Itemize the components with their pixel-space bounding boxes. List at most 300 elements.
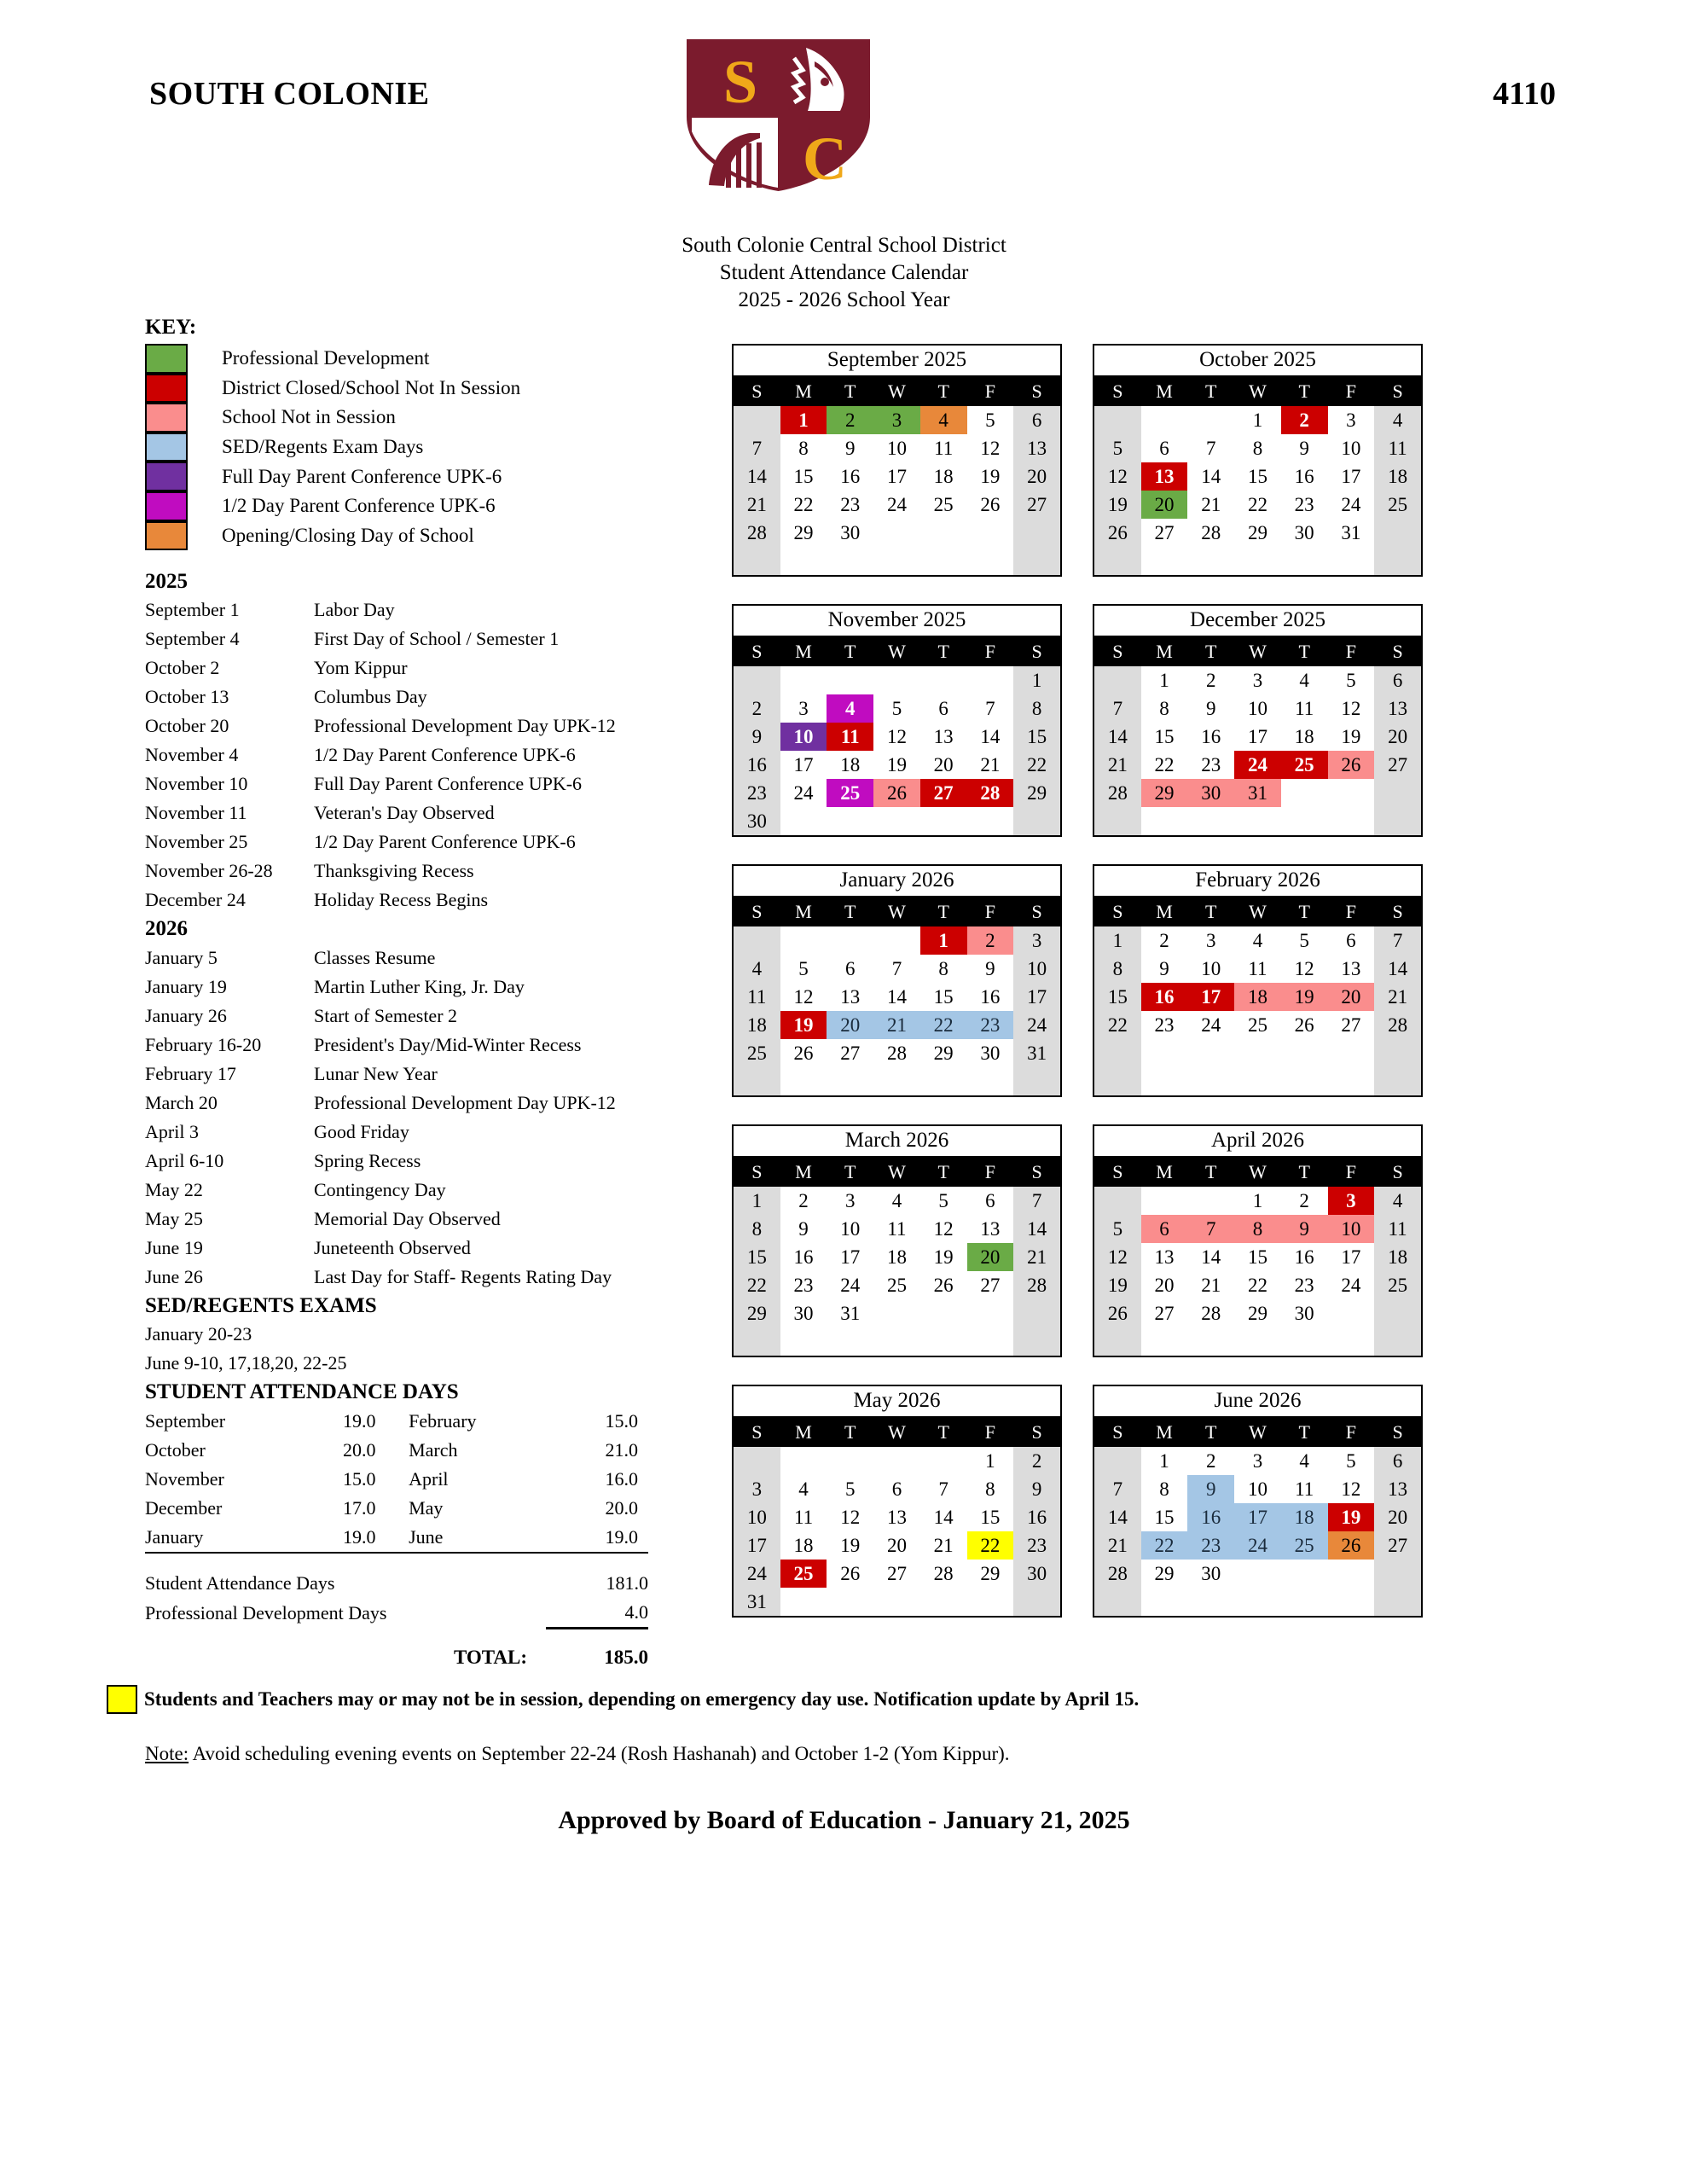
calendar-empty-cell (920, 1327, 967, 1356)
calendar-day-cell: 26 (967, 491, 1014, 519)
date-list-row (145, 595, 691, 624)
weekday-header: M (1141, 637, 1188, 666)
calendar-empty-cell (1013, 807, 1060, 835)
calendar-empty-cell (1094, 406, 1141, 434)
calendar-empty-cell (873, 807, 920, 835)
weekday-header: M (780, 377, 827, 406)
calendar-day-cell: 4 (1281, 666, 1328, 694)
calendar-day-cell: 2 (1187, 1447, 1234, 1475)
calendar-day-cell: 24 (1234, 751, 1281, 779)
month-calendar (1093, 1385, 1423, 1618)
calendar-empty-cell (1013, 547, 1060, 575)
calendar-day-cell: 21 (1094, 751, 1141, 779)
weekday-header: M (1141, 1158, 1188, 1187)
calendar-day-cell: 23 (1141, 1011, 1188, 1039)
calendar-week-row (734, 1503, 1060, 1531)
attendance-days: 17.0 (343, 1497, 376, 1519)
calendar-day-cell: 9 (1187, 1475, 1234, 1503)
summary-row (145, 1598, 648, 1629)
calendar-day-cell: 9 (827, 434, 873, 462)
calendar-day-cell: 10 (1234, 694, 1281, 723)
calendar-day-cell: 28 (1187, 1299, 1234, 1327)
title-line-district: South Colonie Central School District (682, 234, 1006, 257)
calendar-empty-cell (1094, 1447, 1141, 1475)
legend-item (145, 374, 708, 404)
calendar-empty-cell (967, 547, 1014, 575)
calendar-day-cell: 4 (734, 955, 780, 983)
date-description: Start of Semester 2 (314, 1004, 458, 1026)
calendar-day-cell: 14 (1187, 1243, 1234, 1271)
calendar-day-cell: 1 (780, 406, 827, 434)
weekday-header: T (1281, 897, 1328, 926)
calendar-day-cell: 29 (734, 1299, 780, 1327)
calendar-day-cell: 19 (780, 1011, 827, 1039)
calendar-week-row (1094, 955, 1421, 983)
calendar-day-cell: 28 (967, 779, 1014, 807)
calendar-day-cell: 6 (967, 1187, 1014, 1215)
date-list-row (145, 828, 691, 857)
calendar-week-row (1094, 1067, 1421, 1095)
calendar-week-row (734, 723, 1060, 751)
calendar-empty-cell (873, 1327, 920, 1356)
calendar-day-cell: 13 (1374, 694, 1421, 723)
month-title: March 2026 (734, 1126, 1060, 1158)
calendar-day-cell: 7 (1013, 1187, 1060, 1215)
calendar-day-cell: 24 (780, 779, 827, 807)
calendar-empty-cell (1374, 1299, 1421, 1327)
calendar-day-cell: 23 (1187, 1531, 1234, 1560)
scheduling-note (145, 1743, 1688, 1765)
calendar-day-cell: 4 (1234, 926, 1281, 955)
calendar-day-cell: 27 (827, 1039, 873, 1067)
calendar-day-cell: 8 (1141, 1475, 1188, 1503)
calendar-day-cell: 19 (1328, 1503, 1375, 1531)
attendance-spacer (386, 1494, 409, 1523)
calendar-day-cell: 13 (1328, 955, 1375, 983)
legend-item-label: 1/2 Day Parent Conference UPK-6 (222, 495, 496, 517)
date-description: Labor Day (314, 599, 395, 621)
weekday-header: S (734, 377, 780, 406)
weekday-header: W (1234, 377, 1281, 406)
calendar-week-row (1094, 1215, 1421, 1243)
calendar-empty-cell (1374, 1067, 1421, 1095)
weekday-header: S (1013, 637, 1060, 666)
date-description: Good Friday (314, 1120, 409, 1142)
calendar-empty-cell (734, 547, 780, 575)
calendar-empty-cell (920, 519, 967, 547)
legend-item-label: Full Day Parent Conference UPK-6 (222, 465, 502, 487)
calendar-empty-cell (780, 807, 827, 835)
date-value: November 11 (145, 802, 247, 824)
calendar-day-cell: 29 (1141, 1560, 1188, 1588)
calendar-day-cell: 14 (1094, 723, 1141, 751)
weekday-header: W (873, 1418, 920, 1447)
calendar-day-cell: 1 (1094, 926, 1141, 955)
calendar-day-cell: 29 (1013, 779, 1060, 807)
calendar-week-row (734, 406, 1060, 434)
calendar-day-cell: 11 (873, 1215, 920, 1243)
calendar-day-cell: 16 (1281, 1243, 1328, 1271)
calendar-empty-cell (1328, 1327, 1375, 1356)
date-list-row (145, 1205, 691, 1234)
calendar-day-cell: 23 (967, 1011, 1014, 1039)
weekday-header: M (1141, 1418, 1188, 1447)
calendar-day-cell: 17 (1234, 723, 1281, 751)
calendar-day-cell: 5 (1094, 1215, 1141, 1243)
date-description: Holiday Recess Begins (314, 889, 489, 911)
note-prefix: Note: (145, 1743, 189, 1764)
weekday-header: S (1013, 377, 1060, 406)
calendar-week-row (1094, 723, 1421, 751)
calendar-week-row (1094, 1187, 1421, 1215)
calendar-empty-cell (967, 666, 1014, 694)
important-dates (145, 567, 691, 1672)
calendar-empty-cell (1281, 807, 1328, 835)
attendance-days: 16.0 (605, 1468, 638, 1490)
calendar-week-row (1094, 779, 1421, 807)
calendar-day-cell: 17 (827, 1243, 873, 1271)
summary-label: Professional Development Days (145, 1601, 387, 1623)
calendar-day-cell: 19 (967, 462, 1014, 491)
calendar-empty-cell (1328, 1299, 1375, 1327)
calendar-day-cell: 11 (780, 1503, 827, 1531)
calendar-empty-cell (1234, 1560, 1281, 1588)
summary-value: 181.0 (606, 1572, 648, 1594)
calendar-day-cell: 13 (1374, 1475, 1421, 1503)
month-title: May 2026 (734, 1386, 1060, 1418)
calendar-day-cell: 31 (1328, 519, 1375, 547)
weekday-header: W (873, 377, 920, 406)
calendar-empty-cell (1094, 666, 1141, 694)
calendar-day-cell: 14 (920, 1503, 967, 1531)
weekday-header-row (1094, 637, 1421, 666)
date-description: Columbus Day (314, 686, 427, 708)
calendar-day-cell: 3 (780, 694, 827, 723)
calendar-empty-cell (827, 1588, 873, 1616)
calendar-day-cell: 29 (1234, 519, 1281, 547)
calendar-day-cell: 4 (1374, 406, 1421, 434)
calendar-day-cell: 18 (780, 1531, 827, 1560)
calendar-day-cell: 11 (1374, 434, 1421, 462)
legend-item (145, 521, 708, 551)
date-description: 1/2 Day Parent Conference UPK-6 (314, 744, 576, 766)
calendar-day-cell: 25 (734, 1039, 780, 1067)
calendar-empty-cell (1187, 807, 1234, 835)
weekday-header: F (1328, 1418, 1375, 1447)
calendar-day-cell: 4 (920, 406, 967, 434)
calendar-day-cell: 16 (780, 1243, 827, 1271)
attendance-month: November (145, 1468, 224, 1490)
calendar-day-cell: 13 (827, 983, 873, 1011)
attendance-month: May (409, 1497, 444, 1519)
calendar-day-cell: 30 (734, 807, 780, 835)
calendar-day-cell: 29 (1234, 1299, 1281, 1327)
calendar-day-cell: 4 (873, 1187, 920, 1215)
calendar-day-cell: 15 (1141, 1503, 1188, 1531)
calendar-day-cell: 22 (1094, 1011, 1141, 1039)
month-grid (1094, 897, 1421, 1095)
calendar-week-row (734, 751, 1060, 779)
calendar-day-cell: 18 (1281, 723, 1328, 751)
calendar-day-cell: 6 (827, 955, 873, 983)
calendar-empty-cell (1141, 406, 1188, 434)
calendar-day-cell: 14 (1094, 1503, 1141, 1531)
calendar-day-cell: 21 (1187, 491, 1234, 519)
calendar-empty-cell (1094, 1327, 1141, 1356)
weekday-header: M (780, 637, 827, 666)
date-description: Classes Resume (314, 946, 436, 968)
calendar-week-row (1094, 1243, 1421, 1271)
calendar-day-cell: 29 (1141, 779, 1188, 807)
calendar-day-cell: 7 (1094, 694, 1141, 723)
summary-row (145, 1569, 648, 1598)
calendar-day-cell: 9 (1013, 1475, 1060, 1503)
calendar-empty-cell (1281, 1067, 1328, 1095)
calendar-week-row (1094, 1531, 1421, 1560)
calendar-day-cell: 2 (734, 694, 780, 723)
date-value: June 19 (145, 1236, 203, 1258)
calendar-day-cell: 3 (1328, 406, 1375, 434)
calendar-day-cell: 18 (1281, 1503, 1328, 1531)
calendar-week-row (1094, 694, 1421, 723)
weekday-header: T (1187, 377, 1234, 406)
calendar-day-cell: 25 (1281, 751, 1328, 779)
calendar-day-cell: 14 (1374, 955, 1421, 983)
calendar-day-cell: 9 (1141, 955, 1188, 983)
legend-heading: KEY: (145, 316, 197, 339)
calendar-day-cell: 29 (920, 1039, 967, 1067)
calendar-day-cell: 12 (1094, 462, 1141, 491)
weekday-header: S (1374, 897, 1421, 926)
calendar-empty-cell (1328, 1067, 1375, 1095)
attendance-spacer (386, 1523, 409, 1553)
calendar-day-cell: 12 (1328, 1475, 1375, 1503)
date-value: October 2 (145, 657, 220, 679)
calendar-day-cell: 14 (1187, 462, 1234, 491)
calendar-empty-cell (967, 1588, 1014, 1616)
calendar-day-cell: 16 (827, 462, 873, 491)
calendar-day-cell: 23 (734, 779, 780, 807)
calendar-day-cell: 5 (1328, 1447, 1375, 1475)
calendar-day-cell: 21 (734, 491, 780, 519)
weekday-header-row (1094, 1158, 1421, 1187)
calendar-empty-cell (780, 547, 827, 575)
calendar-week-row (734, 1039, 1060, 1067)
calendar-empty-cell (1328, 1039, 1375, 1067)
calendar-day-cell: 21 (1374, 983, 1421, 1011)
date-value: October 20 (145, 715, 229, 737)
calendar-day-cell: 22 (1234, 491, 1281, 519)
calendar-day-cell: 12 (1281, 955, 1328, 983)
date-list-row (145, 1147, 691, 1176)
calendar-day-cell: 15 (967, 1503, 1014, 1531)
month-calendar (1093, 344, 1423, 577)
weekday-header: S (734, 1158, 780, 1187)
attendance-days: 19.0 (343, 1410, 376, 1432)
month-title: February 2026 (1094, 866, 1421, 897)
calendar-day-cell: 20 (873, 1531, 920, 1560)
calendar-day-cell: 26 (1328, 1531, 1375, 1560)
calendar-day-cell: 1 (1141, 666, 1188, 694)
calendar-day-cell: 3 (827, 1187, 873, 1215)
calendar-day-cell: 4 (780, 1475, 827, 1503)
calendar-day-cell: 2 (1141, 926, 1188, 955)
calendar-empty-cell (827, 1067, 873, 1095)
exam-dates-june: June 9-10, 17,18,20, 22-25 (145, 1352, 347, 1374)
weekday-header: S (1094, 637, 1141, 666)
attendance-spacer (386, 1436, 409, 1465)
attendance-month: April (409, 1468, 449, 1490)
month-title: June 2026 (1094, 1386, 1421, 1418)
calendar-day-cell: 8 (1141, 694, 1188, 723)
weekday-header: T (1187, 1418, 1234, 1447)
date-description: 1/2 Day Parent Conference UPK-6 (314, 831, 576, 853)
calendar-day-cell: 30 (1013, 1560, 1060, 1588)
month-title: September 2025 (734, 346, 1060, 377)
date-value: June 26 (145, 1265, 203, 1287)
calendar-day-cell: 25 (1234, 1011, 1281, 1039)
calendar-day-cell: 31 (1234, 779, 1281, 807)
total-value: 185.0 (604, 1647, 648, 1668)
date-list-row (145, 799, 691, 828)
month-grid (1094, 1158, 1421, 1356)
calendar-day-cell: 7 (1374, 926, 1421, 955)
calendar-day-cell: 16 (1013, 1503, 1060, 1531)
date-list-row (145, 886, 691, 915)
date-list-row (145, 653, 691, 682)
calendar-day-cell: 4 (827, 694, 873, 723)
date-list-row (145, 712, 691, 741)
attendance-spacer (386, 1465, 409, 1494)
weekday-header: W (1234, 897, 1281, 926)
calendar-day-cell: 10 (1234, 1475, 1281, 1503)
calendar-week-row (1094, 1039, 1421, 1067)
calendar-empty-cell (1187, 1039, 1234, 1067)
calendar-day-cell: 24 (1328, 1271, 1375, 1299)
date-value: February 16-20 (145, 1033, 262, 1055)
weekday-header: T (1187, 1158, 1234, 1187)
calendar-day-cell: 8 (1013, 694, 1060, 723)
calendar-day-cell: 26 (1094, 1299, 1141, 1327)
date-list-row (145, 741, 691, 770)
attendance-days: 21.0 (605, 1439, 638, 1461)
weekday-header: F (967, 637, 1014, 666)
weekday-header-row (734, 637, 1060, 666)
weekday-header: M (780, 1158, 827, 1187)
contingency-note (107, 1685, 1688, 1714)
calendar-row (732, 344, 1423, 577)
calendar-day-cell: 25 (873, 1271, 920, 1299)
attendance-summary-table (145, 1569, 648, 1629)
calendar-row (732, 1124, 1423, 1357)
weekday-header: M (1141, 377, 1188, 406)
calendar-day-cell: 20 (1374, 723, 1421, 751)
calendar-day-cell: 28 (1187, 519, 1234, 547)
calendar-day-cell: 30 (1281, 519, 1328, 547)
date-list-row (145, 973, 691, 1002)
calendar-week-row (1094, 1447, 1421, 1475)
calendar-day-cell: 10 (827, 1215, 873, 1243)
calendar-day-cell: 19 (873, 751, 920, 779)
calendar-empty-cell (1328, 779, 1375, 807)
weekday-header: F (1328, 377, 1375, 406)
calendar-week-row (734, 1271, 1060, 1299)
calendar-empty-cell (873, 547, 920, 575)
calendar-day-cell: 24 (1328, 491, 1375, 519)
date-description: First Day of School / Semester 1 (314, 628, 560, 650)
calendar-empty-cell (1013, 1327, 1060, 1356)
date-description: Veteran's Day Observed (314, 802, 495, 824)
calendar-empty-cell (1234, 807, 1281, 835)
weekday-header: T (1281, 1418, 1328, 1447)
calendar-empty-cell (1094, 1187, 1141, 1215)
calendar-day-cell: 25 (780, 1560, 827, 1588)
year-heading-2026: 2026 (145, 917, 188, 941)
weekday-header: T (827, 1418, 873, 1447)
calendar-day-cell: 7 (873, 955, 920, 983)
calendar-day-cell: 2 (780, 1187, 827, 1215)
calendar-day-cell: 26 (1281, 1011, 1328, 1039)
date-list-row (145, 1089, 691, 1118)
attendance-days: 20.0 (343, 1439, 376, 1461)
weekday-header: S (734, 637, 780, 666)
legend-item-label: School Not in Session (222, 406, 396, 428)
calendar-day-cell: 31 (1013, 1039, 1060, 1067)
calendar-empty-cell (1281, 547, 1328, 575)
calendar-day-cell: 27 (1328, 1011, 1375, 1039)
calendar-empty-cell (780, 1447, 827, 1475)
calendar-day-cell: 28 (1094, 779, 1141, 807)
calendar-day-cell: 29 (967, 1560, 1014, 1588)
calendar-day-cell: 30 (1281, 1299, 1328, 1327)
date-description: Full Day Parent Conference UPK-6 (314, 773, 583, 795)
calendar-day-cell: 13 (1141, 1243, 1188, 1271)
calendar-empty-cell (1374, 1588, 1421, 1616)
page-title (0, 232, 1688, 314)
calendar-empty-cell (1281, 779, 1328, 807)
calendar-day-cell: 3 (1187, 926, 1234, 955)
calendar-week-row (734, 1327, 1060, 1356)
calendar-empty-cell (1234, 1327, 1281, 1356)
attendance-row (145, 1436, 648, 1465)
weekday-header: T (920, 897, 967, 926)
calendar-empty-cell (1094, 1067, 1141, 1095)
date-list-row (145, 1060, 691, 1089)
calendar-week-row (1094, 1299, 1421, 1327)
legend-color-swatch (145, 403, 188, 433)
calendar-day-cell: 28 (920, 1560, 967, 1588)
date-description: Last Day for Staff- Regents Rating Day (314, 1265, 612, 1287)
calendar-empty-cell (920, 666, 967, 694)
attendance-days: 19.0 (298, 1523, 386, 1553)
calendar-empty-cell (873, 666, 920, 694)
calendar-day-cell: 30 (967, 1039, 1014, 1067)
calendar-day-cell: 12 (827, 1503, 873, 1531)
exam-dates-january: January 20-23 (145, 1323, 252, 1345)
calendar-day-cell: 10 (734, 1503, 780, 1531)
attendance-month: September (145, 1410, 226, 1432)
weekday-header: F (967, 377, 1014, 406)
calendar-day-cell: 21 (1013, 1243, 1060, 1271)
calendar-day-cell: 24 (827, 1271, 873, 1299)
weekday-header: T (920, 377, 967, 406)
date-list-row (145, 944, 691, 973)
calendar-week-row (1094, 807, 1421, 835)
weekday-header: M (780, 897, 827, 926)
calendar-day-cell: 1 (1234, 1187, 1281, 1215)
date-rows-2026 (145, 944, 691, 1292)
south-colonie-shield-logo (678, 36, 879, 194)
